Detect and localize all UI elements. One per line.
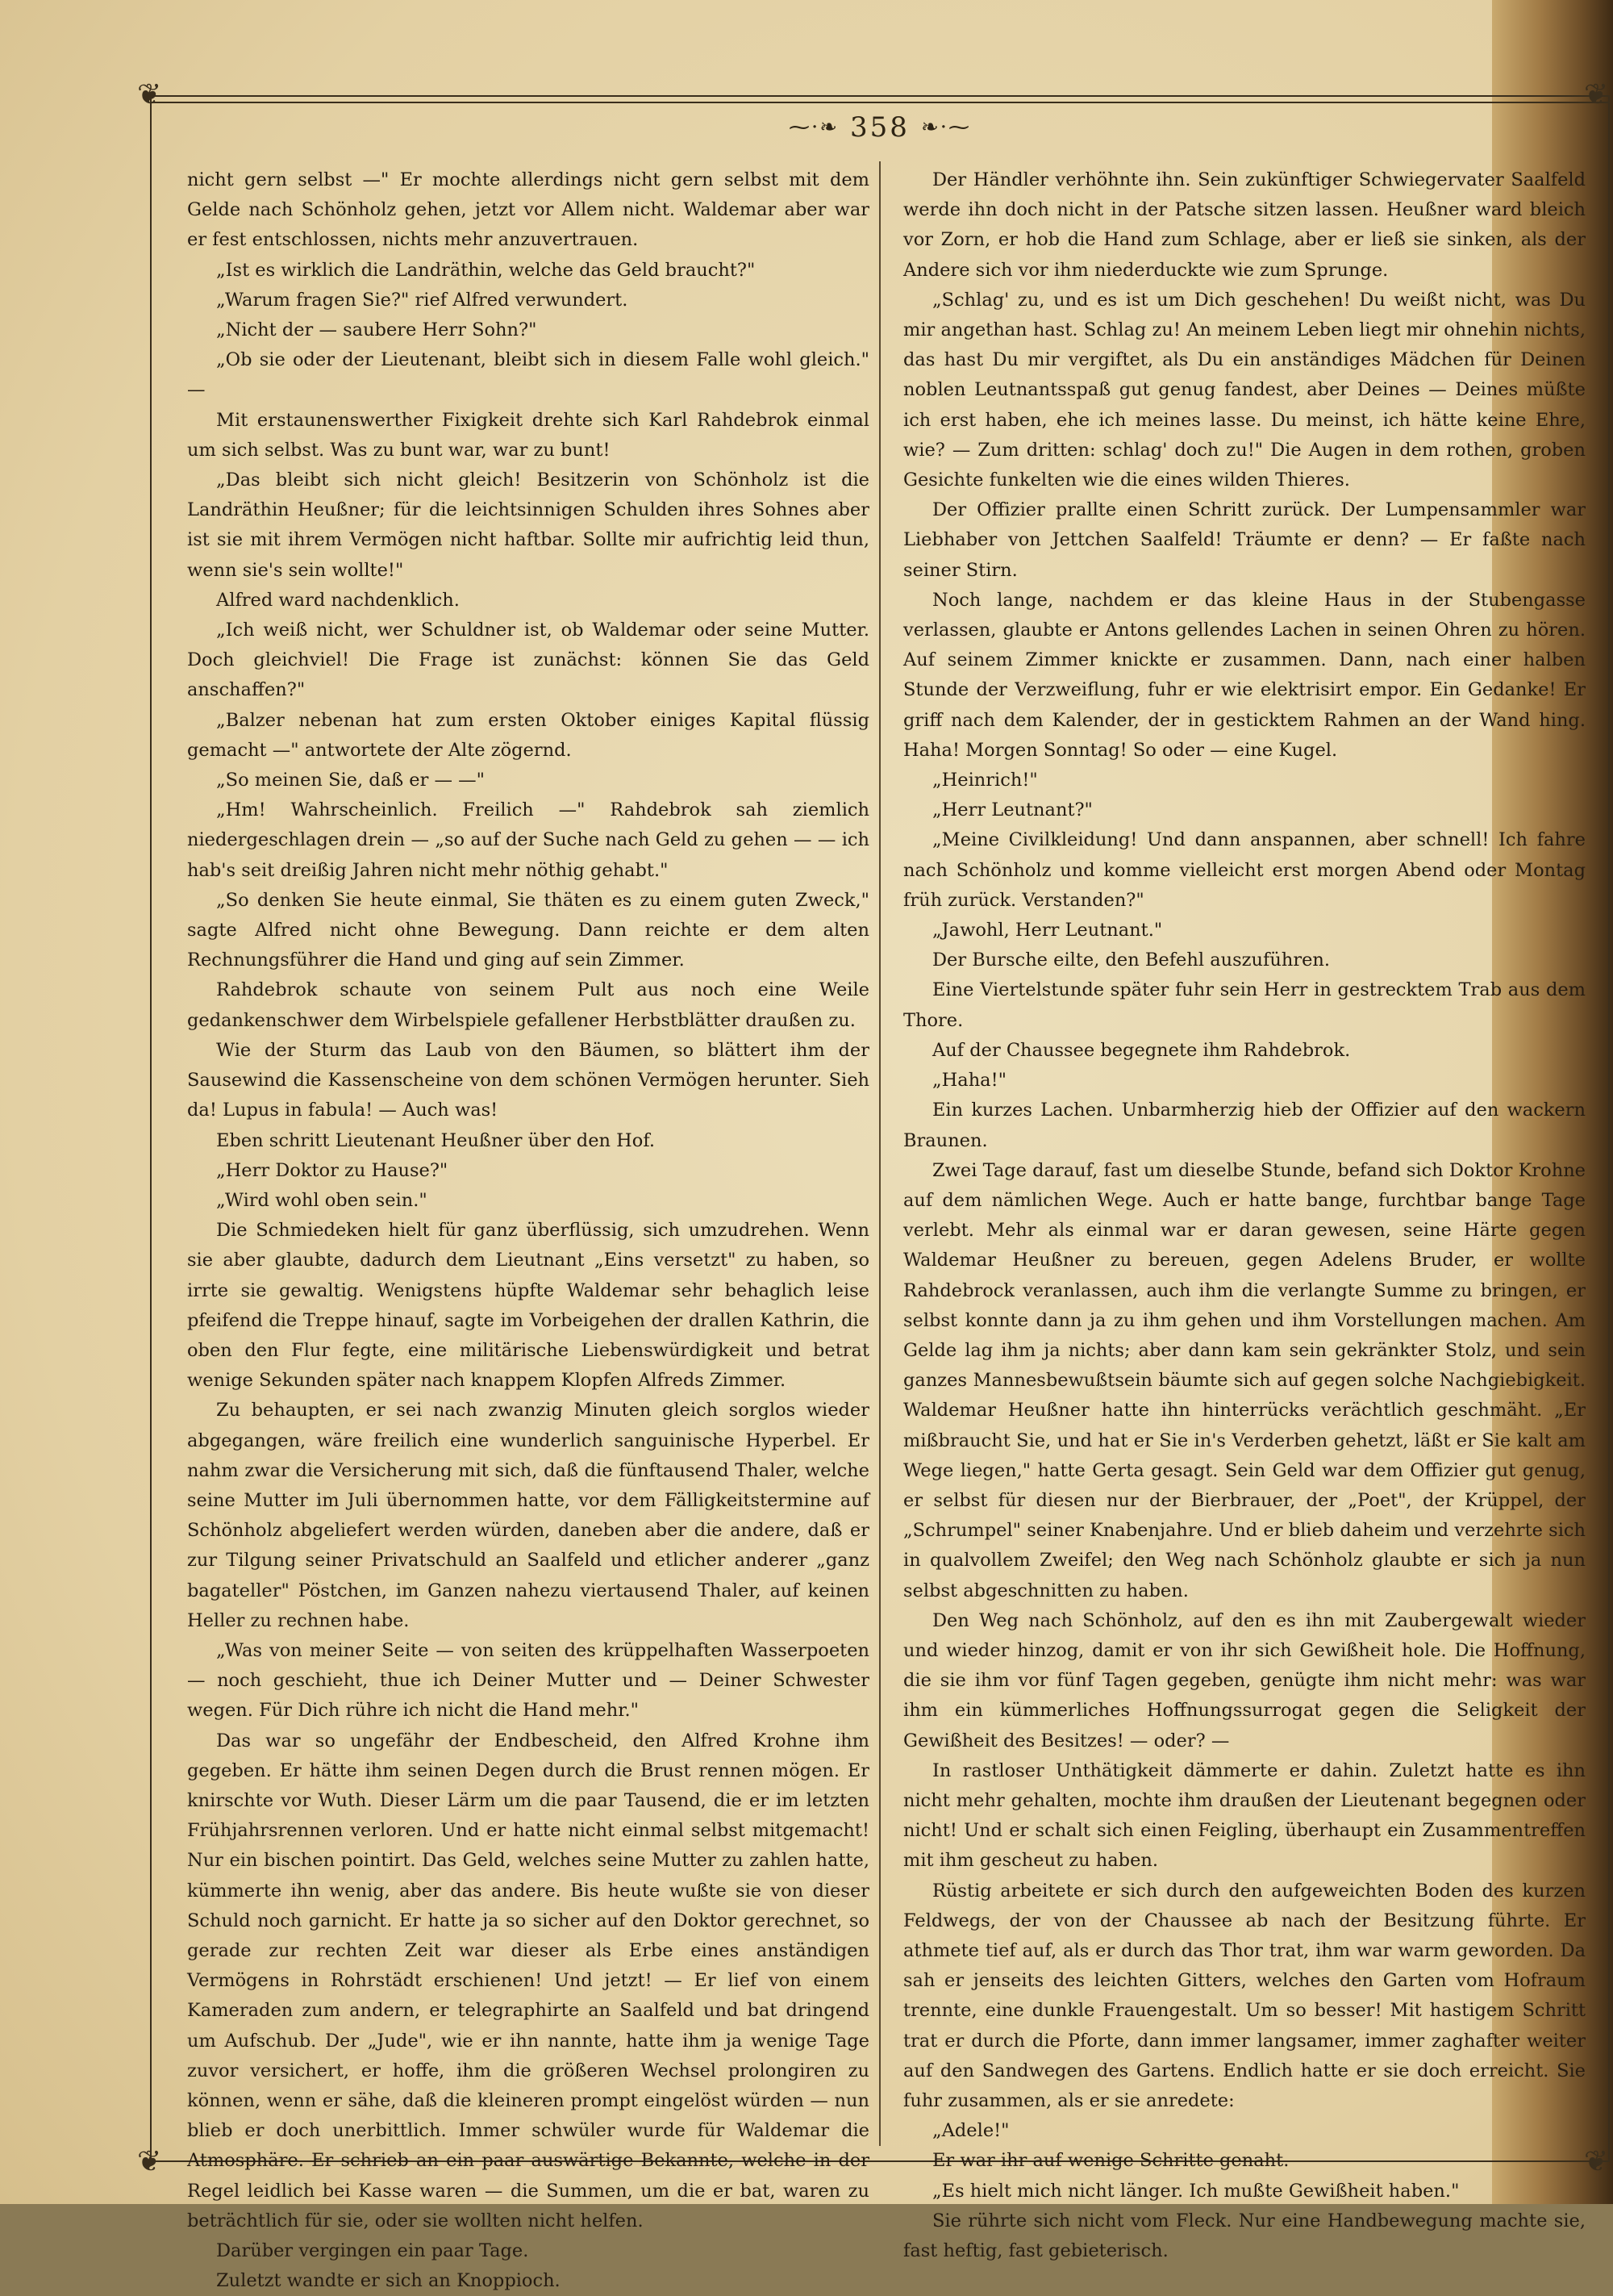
left-paragraph: „So denken Sie heute einmal, Sie thäten es zu einem guten Zweck," sagte Alfred nicht ohne Bewegung. Dann reichte er dem alten Rechnungsführer die Hand und ging auf sein Zimmer. — [187, 889, 869, 971]
right-paragraph: Ein kurzes Lachen. Unbarmherzig hieb der Offizier auf den wackern Braunen. — [903, 1100, 1586, 1151]
left-paragraph: Das war so ungefähr der Endbescheid, den Alfred Krohne ihm gegeben. Er hätte ihm seinen Degen durch die Brust rennen mögen. Er knirschte vor Wuth. Dieser Lärm um die paar Tausend, die er im letzten Frühjahrsrennen verloren. Und er hatte nicht einmal selbst mitgemacht! Nur ein bischen pointirt. Das Geld, welches seine Mutter zu zahlen hatte, kümmerte ihn wenig, aber das andere. Bis heute wußte sie von dieser Schuld noch garnicht. Er hatte ja so sicher auf den Doktor gerechnet, so gerade zur rechten Zeit war dieser als Erbe eines anständigen Vermögens in Rohrstädt erschienen! Und jetzt! — Er lief von einem Kameraden zum andern, er telegraphirte an Saalfeld und bat dringend um Aufschub. Der „Jude", wie er ihn nannte, hatte ihm ja wenige Tage zuvor versichert, er hoffe, ihm die größeren Wechsel prolongiren zu können, wenn er sähe, daß die kleineren prompt eingelöst würden — nun blieb er doch unerbittlich. Immer schwüler wurde für Waldemar die Atmosphäre. Er schrieb an ein paar auswärtige Bekannte, welche in der Regel leidlich bei Kasse waren — die Summen, um die er bat, waren zu beträchtlich für sie, oder sie wollten nicht helfen. — [187, 1730, 869, 2231]
right-paragraph: In rastloser Unthätigkeit dämmerte er dahin. Zuletzt hatte es ihn nicht mehr gehalten, mochte ihm draußen der Lieutenant begegnen oder nicht! Und er schalt sich einen Feigling, überhaupt ein Zusammentreffen mit ihm gescheut zu haben. — [903, 1760, 1586, 1872]
right-paragraph: „Heinrich!" — [932, 770, 1038, 791]
right-paragraph: Rüstig arbeitete er sich durch den aufgeweichten Boden des kurzen Feldwegs, der von der Chaussee ab nach der Besitzung führte. Er athmete tief auf, als er durch das Thor trat, ihm war warm geworden. Da sah er jenseits des leichten Gitters, welches den Garten vom Hofraum trennte, eine dunkle Frauengestalt. Um so besser! Mit hastigem Schritt trat er durch die Pforte, dann immer langsamer, immer zaghafter weiter auf den Sandwegen des Gartens. Endlich hatte er sie doch erreicht. Sie fuhr zusammen, als er sie anredete: — [903, 1880, 1586, 2111]
left-paragraph: Die Schmiedeken hielt für ganz überflüssig, sich umzudrehen. Wenn sie aber glaubte, dadurch dem Lieutnant „Eins versetzt" zu haben, so irrte sie gewaltig. Wenigstens hüpfte Waldemar sehr behaglich leise pfeifend die Treppe hinauf, sagte im Vorbeigehen der drallen Kathrin, die oben den Flur fegte, eine militärische Liebenswürdigkeit und betrat wenige Sekunden später nach knappem Klopfen Alfreds Zimmer. — [187, 1220, 869, 1392]
left-paragraph: „Warum fragen Sie?" rief Alfred verwundert. — [216, 289, 628, 311]
right-paragraph: Sie rührte sich nicht vom Fleck. Nur eine Handbewegung machte sie, fast heftig, fast gebieterisch. — [903, 2210, 1586, 2262]
left-paragraph: „Herr Doktor zu Hause?" — [216, 1159, 448, 1181]
right-paragraph: „Adele!" — [932, 2120, 1010, 2142]
left-paragraph: „Hm! Wahrscheinlich. Freilich —" Rahdebrok sah ziemlich niedergeschlagen drein — „so auf der Suche nach Geld zu gehen — — ich hab's seit dreißig Jahren nicht mehr nöthig gehabt." — [187, 799, 869, 881]
page-header — [150, 103, 1610, 152]
right-paragraph: Der Offizier prallte einen Schritt zurück. Der Lumpensammler war Liebhaber von Jettchen Saalfeld! Träumte er denn? — Er faßte nach seiner Stirn. — [903, 499, 1586, 581]
right-paragraph: „Schlag' zu, und es ist um Dich geschehen! Du weißt nicht, was Du mir angethan hast. Schlag zu! An meinem Leben liegt mir ohnehin nichts, das hast Du mir vergiftet, als Du ein anständiges Mädchen für Deinen noblen Leutnantsspaß gut genug fandest, aber Deines — Deines müßte ich erst haben, ehe ich meines lasse. Du meinst, ich hätte keine Ehre, wie? — Zum dritten: schlag' doch zu!" Die Augen in dem rothen, groben Gesichte funkelten wie die eines wilden Thieres. — [903, 289, 1586, 491]
corner-ornament-bl-icon: ❦ — [137, 2145, 162, 2178]
left-paragraph: „Ob sie oder der Lieutenant, bleibt sich in diesem Falle wohl gleich." — — [187, 349, 869, 401]
corner-ornament-tr-icon: ❦ — [1584, 78, 1609, 111]
left-paragraph: Wie der Sturm das Laub von den Bäumen, so blättert ihm der Sausewind die Kassenscheine von dem schönen Vermögen herunter. Sieh da! Lupus in fabula! — Auch was! — [187, 1039, 869, 1121]
left-paragraph: Mit erstaunenswerther Fixigkeit drehte sich Karl Rahdebrok einmal um sich selbst. Was zu bunt war, war zu bunt! — [187, 409, 869, 461]
right-paragraph: Noch lange, nachdem er das kleine Haus in der Stubengasse verlassen, glaubte er Antons gellendes Lachen in seinen Ohren zu hören. Auf seinem Zimmer knickte er zusammen. Dann, nach einer halben Stunde der Verzweiflung, fuhr er wie elektrisirt empor. Ein Gedanke! Er griff nach dem Kalender, der in gesticktem Rahmen an der Wand hing. Haha! Morgen Sonntag! So oder — eine Kugel. — [903, 589, 1586, 761]
left-paragraph: „Ist es wirklich die Landräthin, welche das Geld braucht?" — [216, 259, 756, 281]
left-paragraph: Darüber vergingen ein paar Tage. — [216, 2240, 529, 2262]
header-ornament-right-icon: ❧·⁓ — [920, 115, 972, 140]
right-paragraph: Der Händler verhöhnte ihn. Sein zukünftiger Schwiegervater Saalfeld werde ihn doch nicht in der Patsche sitzen lassen. Heußner ward bleich vor Zorn, er hob die Hand zum Schlage, aber er ließ sie sinken, als der Andere sich vor ihm niederduckte wie zum Sprunge. — [903, 169, 1586, 281]
right-column — [903, 165, 1586, 2266]
right-paragraph: Zwei Tage darauf, fast um dieselbe Stunde, befand sich Doktor Krohne auf dem nämlichen Wege. Auch er hatte bange, furchtbar bange Tage verlebt. Mehr als einmal war er daran gewesen, seine Härte gegen Waldemar Heußner zu bereuen, gegen Adelens Bruder, er wollte Rahdebrock veranlassen, auch ihm die verlangte Summe zu bringen, er selbst konnte dann ja zu ihm gehen und ihm Vorstellungen machen. Am Gelde lag ihm ja nichts; aber dann kam sein gekränkter Stolz, und sein ganzes Mannesbewußtsein bäumte sich auf gegen solche Nachgiebigkeit. Waldemar Heußner hatte ihn hinterrücks verächtlich geschmäht. „Er mißbraucht Sie, und hat er Sie in's Verderben gehetzt, läßt er Sie kalt am Wege liegen," hatte Gerta gesagt. Sein Geld war dem Offizier gut genug, er selbst für diesen nur der Bierbrauer, der „Poet", der Krüppel, der „Schrumpel" seiner Knabenjahre. Und er blieb daheim und verzehrte sich in qualvollem Zweifel; den Weg nach Schönholz glaubte er sich ja nun selbst abgeschnitten zu haben. — [903, 1159, 1586, 1601]
left-paragraph: Zuletzt wandte er sich an Knoppioch. — [216, 2270, 561, 2292]
right-paragraph: Er war ihr auf wenige Schritte genaht. — [932, 2150, 1290, 2172]
right-paragraph: Der Bursche eilte, den Befehl auszuführen. — [932, 950, 1331, 971]
right-paragraph: „Meine Civilkleidung! Und dann anspannen, aber schnell! Ich fahre nach Schönholz und komme vielleicht erst morgen Abend oder Montag früh zurück. Verstanden?" — [903, 829, 1586, 911]
page-number: 358 — [850, 111, 910, 144]
left-paragraph: „Was von meiner Seite — von seiten des krüppelhaften Wasserpoeten — noch geschieht, thue ich Deiner Mutter und — Deiner Schwester wegen. Für Dich rühre ich nicht die Hand mehr." — [187, 1639, 869, 1722]
left-paragraph: „Balzer nebenan hat zum ersten Oktober einiges Kapital flüssig gemacht —" antwortete der Alte zögernd. — [187, 709, 869, 761]
left-paragraph: Zu behaupten, er sei nach zwanzig Minuten gleich sorglos wieder abgegangen, wäre freilich eine wunderlich sanguinische Hyperbel. Er nahm zwar die Versicherung mit sich, daß die fünftausend Thaler, welche seine Mutter im Juli übernommen hatte, vor dem Fälligkeitstermine auf Schönholz abgeliefert werden würden, daneben aber die andere, daß er zur Tilgung seiner Privatschuld an Saalfeld und etlicher anderer „ganz bagateller" Pöstchen, im Ganzen nahezu viertausend Thaler, auf keinen Heller zu rechnen habe. — [187, 1400, 869, 1631]
left-paragraph: „Wird wohl oben sein." — [216, 1189, 427, 1211]
header-ornament-left-icon: ⁓·❧ — [788, 115, 840, 140]
left-paragraph: Alfred ward nachdenklich. — [216, 589, 460, 611]
right-paragraph: „Haha!" — [932, 1070, 1007, 1092]
corner-ornament-br-icon: ❦ — [1584, 2145, 1609, 2178]
left-paragraph: nicht gern selbst —" Er mochte allerdings nicht gern selbst mit dem Gelde nach Schönholz gehen, jetzt vor Allem nicht. Waldemar aber war er fest entschlossen, nichts mehr anzuvertrauen. — [187, 169, 869, 251]
left-paragraph: „Nicht der — saubere Herr Sohn?" — [216, 319, 537, 341]
right-paragraph: „Es hielt mich nicht länger. Ich mußte Gewißheit haben." — [932, 2180, 1460, 2202]
left-paragraph: Eben schritt Lieutenant Heußner über den Hof. — [216, 1129, 655, 1151]
right-paragraph: Auf der Chaussee begegnete ihm Rahdebrok. — [932, 1039, 1351, 1061]
right-paragraph: „Jawohl, Herr Leutnant." — [932, 920, 1163, 941]
right-paragraph: „Herr Leutnant?" — [932, 799, 1093, 821]
corner-ornament-tl-icon: ❦ — [137, 78, 162, 111]
left-column — [187, 165, 869, 2296]
top-rule — [150, 95, 1610, 97]
left-paragraph: „Das bleibt sich nicht gleich! Besitzerin von Schönholz ist die Landräthin Heußner; für die leichtsinnigen Schulden ihres Sohnes aber ist sie mit ihrem Vermögen nicht haftbar. Sollte mir aufrichtig leid thun, wenn sie's sein wollte!" — [187, 470, 869, 581]
left-paragraph: „Ich weiß nicht, wer Schuldner ist, ob Waldemar oder seine Mutter. Doch gleichviel! Die Frage ist zunächst: können Sie das Geld anschaffen?" — [187, 620, 869, 701]
column-divider — [879, 161, 881, 2146]
right-paragraph: Den Weg nach Schönholz, auf den es ihn mit Zaubergewalt wieder und wieder hinzog, damit er von ihr sich Gewißheit hole. Die Hoffnung, die sie ihm vor fünf Tagen gegeben, genügte ihm nicht mehr: was war ihm ein kümmerliches Hoffnungssurrogat gegen die Seligkeit der Gewißheit des Besitzes! — oder? — — [903, 1609, 1586, 1751]
left-paragraph: „So meinen Sie, daß er — —" — [216, 770, 486, 791]
right-paragraph: Eine Viertelstunde später fuhr sein Herr in gestrecktem Trab aus dem Thore. — [903, 979, 1586, 1031]
left-paragraph: Rahdebrok schaute von seinem Pult aus noch eine Weile gedankenschwer dem Wirbelspiele gefallener Herbstblätter draußen zu. — [187, 979, 869, 1031]
